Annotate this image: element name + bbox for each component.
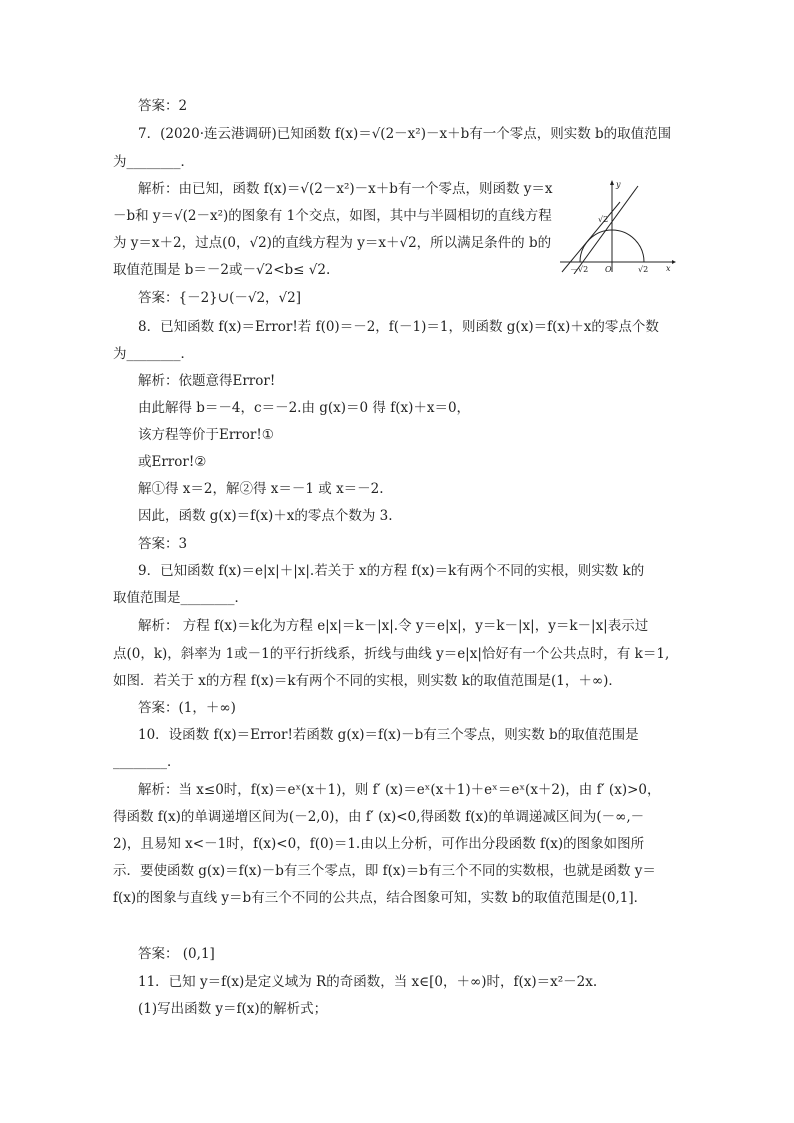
solution-9-line-3: 如图．若关于 x的方程 f(x)＝k有两个不同的实根，则实数 k的取值范围是(1，＋∞)． [113, 673, 622, 689]
semicircle-tangent-figure [558, 178, 676, 274]
solution-7-line-3: 为 y＝x＋2，过点(0，√2)的直线方程为 y＝x＋√2，所以满足条件的 b的 [113, 235, 552, 251]
question-7-line-1: 7．(2020·连云港调研)已知函数 f(x)＝√(2－x²)－x＋b有一个零点，则实数 b的取值范围 [138, 126, 672, 142]
solution-10-line-3: 2)，且易知 x<－1时，f(x)<0，f(0)＝1.由以上分析，可作出分段函数 f(x)的图象如图所 [113, 836, 645, 852]
question-9-line-1: 9．已知函数 f(x)＝e|x|＋|x|.若关于 x的方程 f(x)＝k有两个不同的实根，则实数 k的 [138, 563, 645, 579]
top-root2-label: √2 [598, 215, 609, 224]
line-through-root2 [574, 186, 638, 274]
pos-root2-label: √2 [638, 265, 649, 274]
answer-7: 答案：{－2}∪(－√2，√2] [138, 290, 301, 306]
answer-8: 答案：3 [138, 536, 188, 552]
y-axis-label: y [616, 180, 621, 189]
solution-7-line-1: 解析：由已知，函数 f(x)＝√(2－x²)－x＋b有一个零点，则函数 y＝x [138, 181, 553, 197]
question-8-line-1: 8．已知函数 f(x)＝Error!若 f(0)＝－2，f(－1)＝1，则函数 g(x)＝f(x)＋x的零点个数 [138, 319, 659, 335]
solution-8-line-2: 由此解得 b＝－4，c＝－2.由 g(x)＝0 得 f(x)＋x＝0， [138, 400, 471, 416]
solution-8-line-5: 解①得 x＝2，解②得 x＝－1 或 x＝－2. [138, 481, 384, 497]
x-axis-label: x [666, 264, 671, 273]
solution-9-line-1: 解析： 方程 f(x)＝k化为方程 e|x|＝k－|x|.令 y＝e|x|，y＝k－|x|，y＝k－|x|表示过 [138, 618, 649, 634]
solution-7-line-2: －b和 y＝√(2－x²)的图象有 1个交点，如图，其中与半圆相切的直线方程 [113, 208, 552, 224]
answer-6: 答案：2 [138, 98, 188, 114]
solution-10-line-1: 解析：当 x≤0时，f(x)＝eˣ(x＋1)，则 f′ (x)＝eˣ(x＋1)＋eˣ＝eˣ(x＋2)，由 f′ (x)>0， [138, 782, 661, 798]
solution-8-line-3: 该方程等价于Error!① [138, 427, 274, 443]
answer-10: 答案： (0,1] [138, 946, 215, 962]
y-axis-arrow [610, 180, 614, 185]
question-10-line-2: ________． [113, 754, 181, 770]
question-7-line-2: 为________． [113, 154, 194, 170]
question-8-line-2: 为________． [113, 346, 194, 362]
solution-9-line-2: 点(0，k)，斜率为 1或－1的平行折线系，折线与曲线 y＝e|x|恰好有一个公共点时，有 k＝1, [113, 646, 670, 662]
x-axis-arrow [672, 260, 676, 264]
question-9-line-2: 取值范围是________． [113, 590, 248, 606]
solution-10-line-5: f(x)的图象与直线 y＝b有三个不同的公共点，结合图象可知，实数 b的取值范围是(0,1]． [113, 890, 648, 906]
question-11-part-1: (1)写出函数 y＝f(x)的解析式； [138, 1001, 328, 1017]
solution-7-line-4: 取值范围是 b＝－2或－√2<b≤ √2. [113, 262, 331, 278]
neg-root2-label: －√2 [570, 265, 589, 274]
solution-8-line-1: 解析：依题意得Error! [138, 373, 276, 389]
question-10-line-1: 10．设函数 f(x)＝Error!若函数 g(x)＝f(x)－b有三个零点，则实数 b的取值范围是 [138, 727, 639, 743]
question-11-line-1: 11．已知 y＝f(x)是定义域为 R的奇函数，当 x∈[0，＋∞)时，f(x)＝x²－2x. [138, 974, 598, 990]
origin-label: O [605, 265, 612, 274]
answer-9: 答案：(1，＋∞) [138, 700, 236, 716]
solution-8-line-6: 因此，函数 g(x)＝f(x)＋x的零点个数为 3. [138, 508, 393, 524]
solution-10-line-4: 示．要使函数 g(x)＝f(x)－b有三个零点，即 f(x)＝b有三个不同的实数根，也就是函数 y＝ [113, 863, 656, 879]
solution-8-line-4: 或Error!② [138, 454, 207, 470]
solution-10-line-2: 得函数 f(x)的单调递增区间为(－2,0)，由 f′ (x)<0,得函数 f(x)的单调递减区间为(－∞,－ [113, 809, 645, 825]
